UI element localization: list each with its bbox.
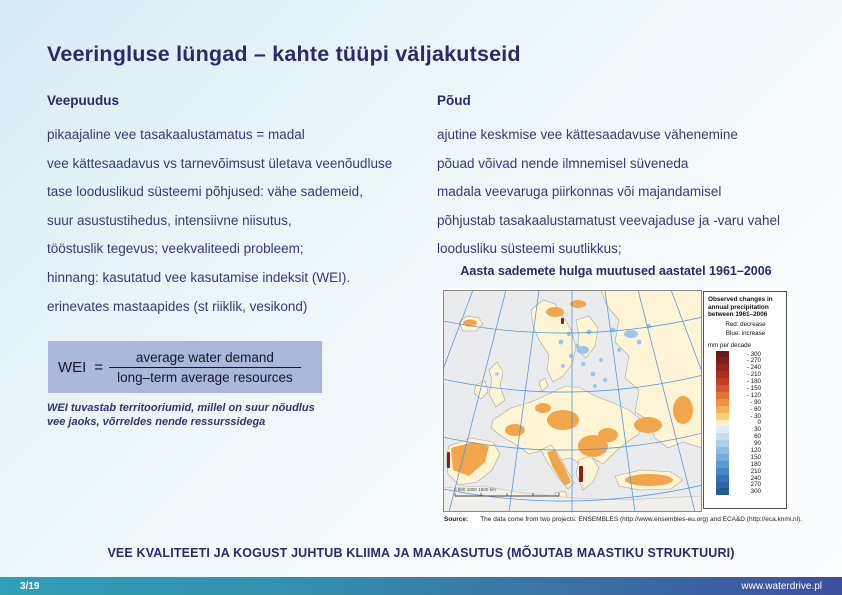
legend-unit-label: mm per decade (708, 341, 751, 349)
legend-scale-row (716, 488, 783, 495)
right-text-line: ajutine keskmise vee kättesaadavuse vähenemine (437, 127, 738, 142)
column-water-scarcity (47, 93, 422, 321)
legend-scale-row (716, 440, 783, 447)
legend-value-label: - 120 (746, 391, 761, 399)
legend-color-swatch (716, 454, 729, 461)
legend-value-label: 0 (757, 419, 761, 427)
website-link[interactable]: www.waterdrive.pl (741, 580, 822, 592)
legend-value-label: 60 (754, 433, 761, 441)
legend-scale-row (716, 392, 783, 399)
legend-value-label: 270 (750, 481, 761, 489)
source-label: Source: (444, 516, 469, 523)
legend-scale-row (716, 351, 783, 358)
legend-color-swatch (716, 413, 729, 420)
legend-blue-label: Blue: increase (725, 330, 766, 338)
left-text-line: suur asustustihedus, intensiivne niisutus, (47, 212, 292, 228)
legend-color-swatch (716, 392, 729, 399)
legend-value-label: - 90 (750, 398, 761, 406)
legend-scale-row (716, 482, 783, 489)
formula-fraction (109, 350, 301, 385)
footer-bar (0, 577, 842, 595)
legend-scale-row (716, 475, 783, 482)
legend-value-label: - 30 (750, 412, 761, 420)
bottom-statement: VEE KVALITEETI JA KOGUST JUHTUB KLIIMA JA MAAKASUTUS (MÕJUTAB MAASTIKU STRUKTUURI) (107, 546, 735, 560)
slide-title: Veeringluse lüngad – kahte tüüpi väljakutseid (47, 42, 521, 66)
legend-color-swatch (716, 447, 729, 454)
right-text-line: loodusliku süsteemi suutlikkus; (437, 241, 622, 257)
legend-scale-row (716, 413, 783, 420)
legend-color-swatch (716, 475, 729, 482)
legend-color-swatch (716, 426, 729, 433)
formula-note-line: WEI tuvastab territooriumid, millel on suur nõudlus (47, 402, 315, 414)
right-column-text (437, 121, 817, 264)
wei-formula-note (47, 401, 315, 429)
legend-color-swatch (716, 364, 729, 371)
legend-scale-row (716, 426, 783, 433)
legend-scale-row (716, 454, 783, 461)
legend-value-label: 300 (750, 488, 761, 496)
legend-scale-row (716, 399, 783, 406)
right-text-line: põhjustab tasakaalustamatust veevajaduse ja -varu vahel (437, 212, 780, 228)
legend-scale-row (716, 406, 783, 413)
left-text-line: tase looduslikud süsteemi põhjused: vähe sademeid, (47, 184, 363, 200)
legend-color-swatch (716, 482, 729, 489)
right-text-line: madala veevaruga piirkonnas või majandamisel (437, 184, 722, 200)
legend-red-label: Red: decrease (725, 320, 766, 328)
legend-color-swatch (716, 399, 729, 406)
map-legend (703, 291, 787, 509)
left-text-line: tööstuslik tegevus; veekvaliteedi probleem; (47, 241, 304, 257)
left-text-line: hinnang: kasutatud vee kasutamise indeksit (WEI). (47, 269, 351, 285)
left-column-heading: Veepuudus (47, 93, 120, 108)
legend-value-label: - 150 (746, 385, 761, 392)
legend-color-swatch (716, 357, 729, 364)
legend-color-swatch (716, 461, 729, 468)
legend-value-label: - 270 (746, 357, 761, 365)
precipitation-map-figure (441, 288, 803, 528)
legend-color-swatch (716, 371, 729, 378)
left-text-line: vee kättesaadavus vs tarnevõimsust ületava veenõudluse (47, 155, 393, 171)
legend-title: Observed changes in annual precipitation between 1961–2006 (708, 296, 773, 319)
legend-scale-row (716, 433, 783, 440)
formula-numerator: average water demand (109, 350, 301, 368)
legend-color-swatch (716, 378, 729, 385)
legend-value-label: 150 (750, 453, 761, 461)
legend-value-label: 120 (750, 447, 761, 455)
formula-denominator: long–term average resources (117, 369, 293, 385)
legend-color-scale (716, 351, 783, 496)
legend-scale-row (716, 371, 783, 378)
legend-value-label: 30 (754, 426, 761, 434)
left-text-line: pikaajaline vee tasakaalustamatus = madal (47, 127, 305, 142)
legend-value-label: - 60 (750, 405, 761, 413)
legend-scale-row (716, 447, 783, 454)
map-caption: Aasta sademete hulga muutused aastatel 1961–2006 (460, 264, 772, 278)
source-text: The data come from two projects: ENSEMBLES (http://www.ensembles-eu.org) and ECA&D (http://eca.knmi.nl). (480, 516, 803, 523)
legend-color-swatch (716, 351, 729, 358)
formula-equals-sign: = (94, 358, 104, 376)
legend-scale-row (716, 461, 783, 468)
europe-precipitation-map (443, 290, 702, 512)
legend-color-swatch (716, 385, 729, 392)
legend-scale-row (716, 468, 783, 475)
legend-color-swatch (716, 440, 729, 447)
legend-color-swatch (716, 433, 729, 440)
legend-value-label: 90 (754, 440, 761, 448)
map-source-line (444, 516, 802, 523)
legend-value-label: 210 (750, 467, 761, 475)
map-scale-text: 0 500 1000 1500 km (454, 487, 496, 492)
right-text-line: põuad võivad nende ilmnemisel süveneda (437, 155, 689, 171)
legend-value-label: - 300 (746, 350, 761, 358)
legend-scale-row (716, 364, 783, 371)
legend-value-label: - 180 (746, 378, 761, 386)
formula-note-line: vee jaoks, võrreldes nende ressurssidega (47, 416, 266, 428)
legend-color-swatch (716, 488, 729, 495)
legend-color-swatch (716, 420, 729, 427)
wei-formula-box (48, 341, 322, 393)
legend-value-label: - 240 (746, 364, 761, 372)
legend-color-swatch (716, 468, 729, 475)
right-column-heading: Põud (437, 93, 471, 108)
column-drought (437, 93, 817, 264)
page-number: 3/19 (20, 580, 40, 592)
legend-color-swatch (716, 406, 729, 413)
left-text-line: erinevates mastaapides (st riiklik, vesikond) (47, 298, 308, 314)
legend-value-label: - 210 (746, 371, 761, 379)
legend-value-label: 180 (750, 460, 761, 468)
legend-scale-row (716, 385, 783, 392)
legend-scale-row (716, 420, 783, 427)
formula-lhs: WEI (58, 358, 87, 376)
legend-scale-row (716, 357, 783, 364)
legend-value-label: 240 (750, 474, 761, 482)
legend-scale-row (716, 378, 783, 385)
left-column-text (47, 121, 422, 321)
